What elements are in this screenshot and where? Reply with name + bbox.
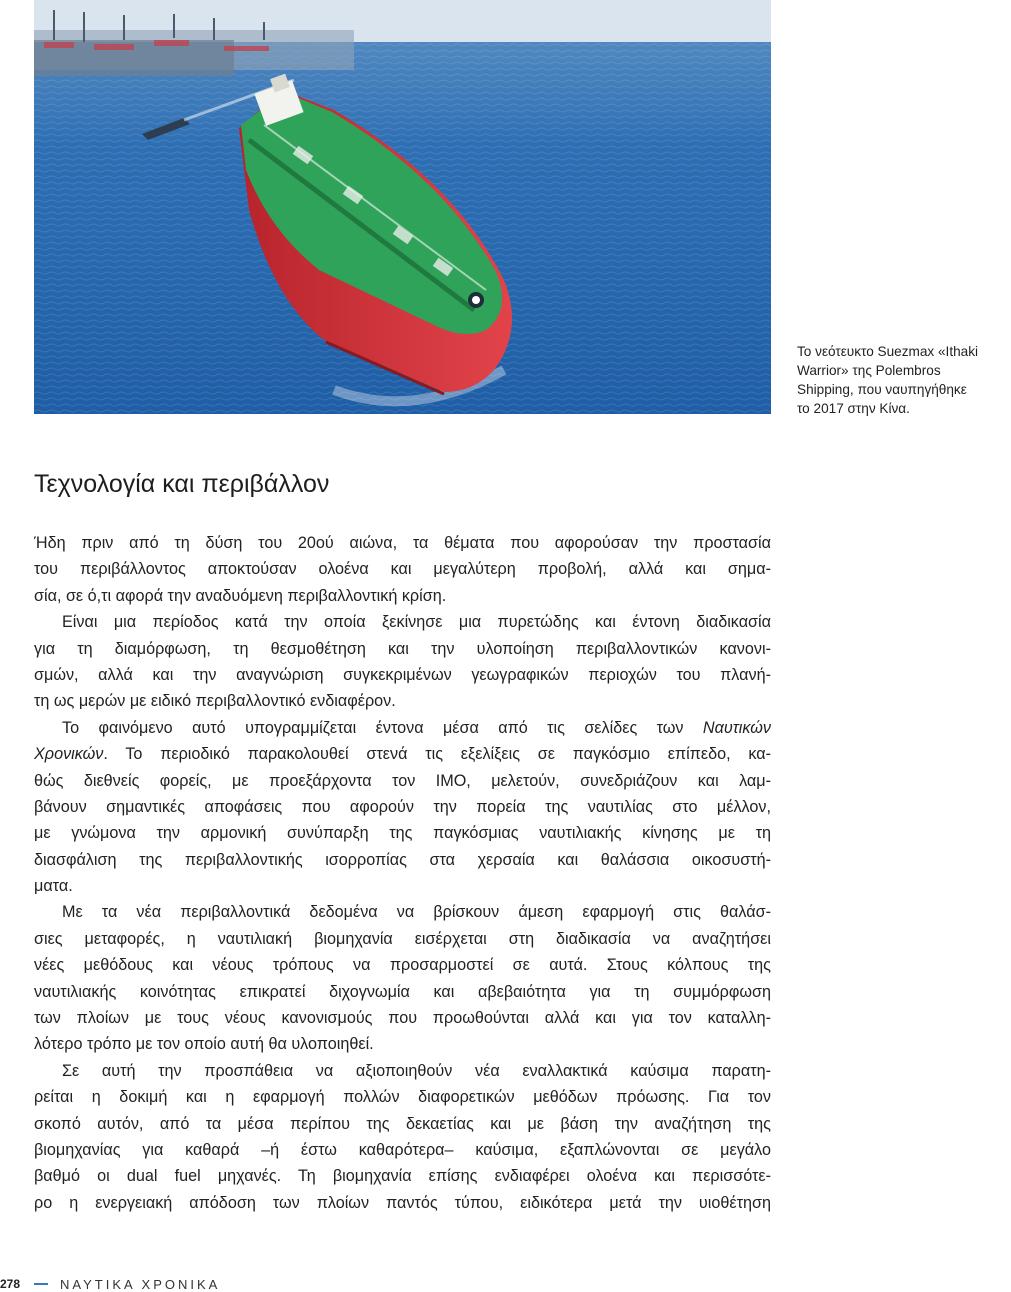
body-line: Χρονικών. Το περιοδικό παρακολουθεί στενά τις εξελίξεις σε παγκόσμιο επίπεδο, κα- (34, 745, 771, 764)
body-line: ρο η ενεργειακή απόδοση των πλοίων παντός τύπου, ειδικότερα μετά την υιοθέτηση (34, 1193, 771, 1212)
body-line: Είναι μια περίοδος κατά την οποία ξεκίνησε μια πυρετώδης και έντονη διαδικασία (62, 613, 771, 632)
body-line: βαθμό οι dual fuel μηχανές. Τη βιομηχανία επίσης ενδιαφέρει ολοένα και περισσότε- (34, 1167, 771, 1186)
page-number: 278 (0, 1277, 21, 1291)
body-line: Σε αυτή την προσπάθεια να αξιοποιηθούν νέα εναλλακτικά καύσιμα παρατη- (62, 1061, 771, 1080)
magazine-title: ΝΑΥΤΙΚΑ ΧΡΟΝΙΚΑ (60, 1277, 221, 1292)
body-line: λότερο τρόπο με τον οποίο αυτή θα υλοποιηθεί. (34, 1035, 374, 1054)
article-body (34, 530, 771, 1216)
body-line: ναυτιλιακής κοινότητας επικρατεί διχογνωμία και αβεβαιότητα για τη συμμόρφωση (34, 982, 771, 1001)
body-line: διασφάλιση της περιβαλλοντικής ισορροπίας στα χερσαία και θαλάσσια οικοσυστή- (34, 850, 771, 869)
body-line: θώς διεθνείς φορείς, με προεξάρχοντα τον IMO, μελετούν, συνεδριάζουν και λαμ- (34, 771, 771, 790)
body-line: Ήδη πριν από τη δύση του 20ού αιώνα, τα θέματα που αφορούσαν την προστασία (34, 534, 771, 552)
body-line: του περιβάλλοντος αποκτούσαν ολοένα και μεγαλύτερη προβολή, αλλά και σημα- (34, 560, 771, 579)
body-line: ματα. (34, 877, 73, 896)
caption-line: Shipping, που ναυπηγήθηκε (797, 382, 967, 397)
body-line: με γνώμονα την αρμονική συνύπαρξη της παγκόσμιας ναυτιλιακής κίνησης με τη (34, 824, 771, 843)
caption-line: Το νεότευκτο Suezmax «Ithaki (797, 344, 979, 359)
body-line: ρείται η δοκιμή και η εφαρμογή πολλών διαφορετικών μεθόδων πρόωσης. Για τον (34, 1088, 771, 1107)
body-line: των πλοίων με τους νέους κανονισμούς που προωθούνται αλλά και για τον καταλλη- (34, 1009, 771, 1028)
body-line: βιομηχανίας για καθαρά –ή έστω καθαρότερα– καύσιμα, εξαπλώνονται σε μεγάλο (34, 1140, 771, 1159)
body-line: βάνουν σημαντικές αποφάσεις που αφορούν την πορεία της ναυτιλίας στο μέλλον, (34, 797, 771, 816)
body-line: για τη διαμόρφωση, τη θεσμοθέτηση και την υλοποίηση περιβαλλοντικών κανονι- (34, 639, 771, 658)
body-line: σκοπό αυτόν, από τα μέσα περίπου της δεκαετίας και με βάση την αναζήτηση της (34, 1114, 771, 1133)
body-line: σία, σε ό,τι αφορά την αναδυόμενη περιβαλλοντική κρίση. (34, 586, 447, 605)
body-line: σιες μεταφορές, η ναυτιλιακή βιομηχανία εισέρχεται στη διαδικασία να αναζητήσει (34, 929, 771, 948)
body-line: Με τα νέα περιβαλλοντικά δεδομένα να βρίσκουν άμεση εφαρμογή στις θαλάσ- (62, 903, 771, 922)
footer-accent-dash (34, 1283, 48, 1285)
tanker-photo (34, 0, 771, 414)
body-line: σμών, αλλά και την αναγνώριση συγκεκριμένων γεωγραφικών περιοχών του πλανή- (34, 665, 771, 684)
body-line: νέες μεθόδους και νέους τρόπους να προσαρμοστεί σε αυτά. Στους κόλπους της (34, 956, 771, 975)
body-line: τη ως μερών με ειδικό περιβαλλοντικό ενδιαφέρον. (34, 692, 396, 711)
section-heading: Τεχνολογία και περιβάλλον (34, 470, 330, 498)
caption-line: Warrior» της Polembros (797, 363, 941, 378)
photo-caption (797, 342, 1002, 418)
body-line: Το φαινόμενο αυτό υπογραμμίζεται έντονα μέσα από τις σελίδες των Ναυτικών (62, 718, 771, 737)
caption-line: το 2017 στην Κίνα. (797, 401, 910, 416)
